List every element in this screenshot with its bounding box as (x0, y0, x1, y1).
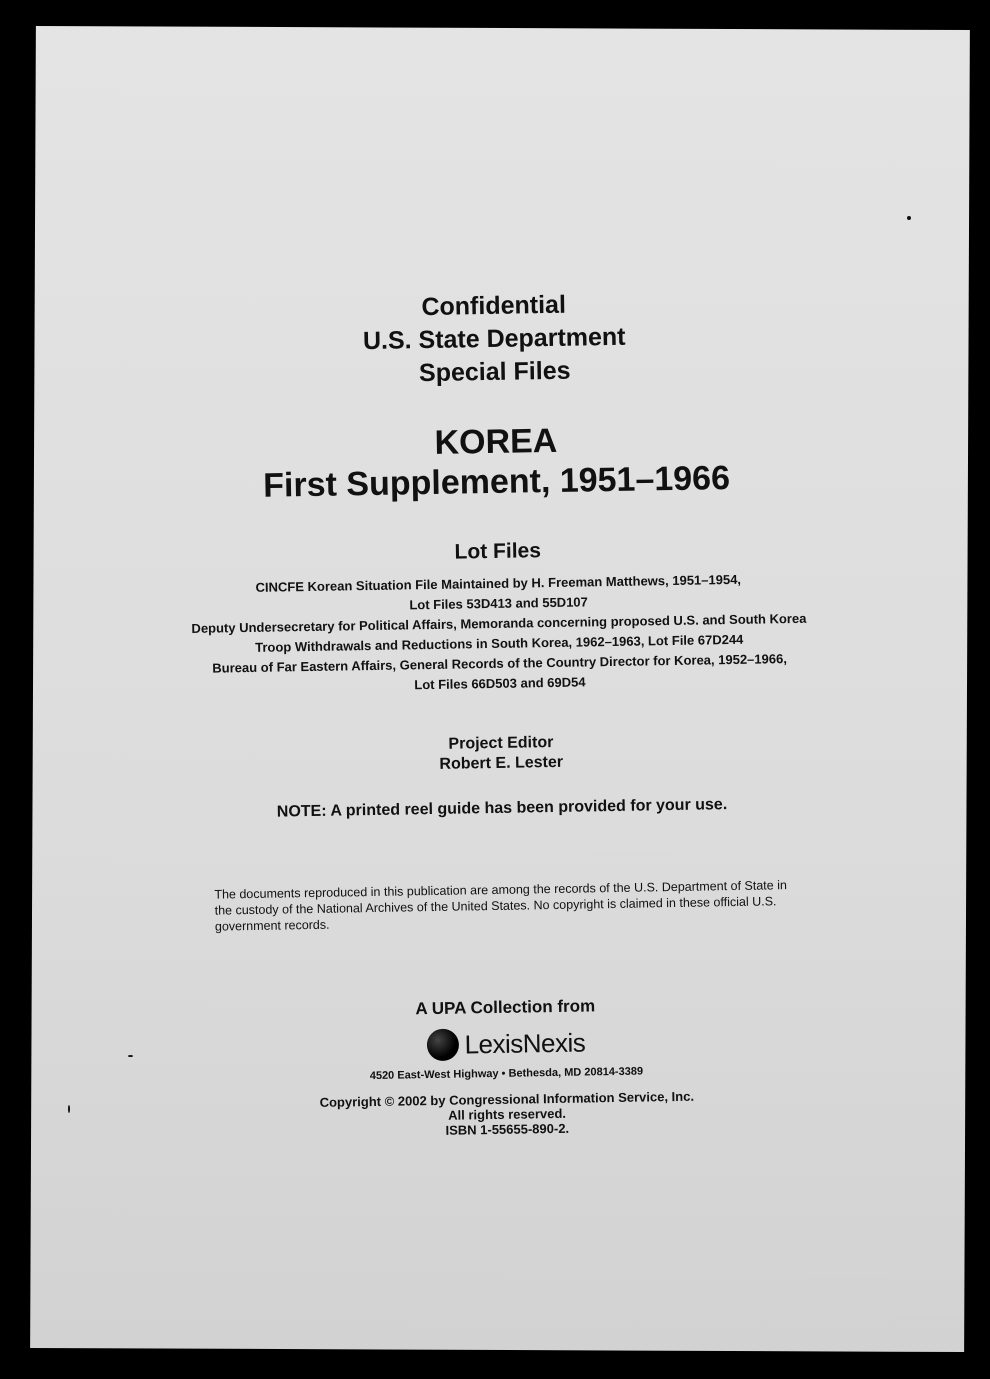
scan-speck (128, 1055, 133, 1057)
series-heading (30, 282, 962, 396)
lot-file-line: Bureau of Far Eastern Affairs, General Records of the Country Director for Korea, 1952–1966, (212, 651, 787, 676)
project-editor (34, 726, 969, 781)
rights-line: All rights reserved. (448, 1105, 567, 1123)
series-line-3: Special Files (418, 356, 571, 388)
lot-file-line: Troop Withdrawals and Reductions in South Korea, 1962–1963, Lot File 67D244 (255, 631, 744, 655)
lot-file-line: CINCFE Korean Situation File Maintained by H. Freeman Matthews, 1951–1954, (255, 571, 742, 595)
editor-name: Robert E. Lester (439, 753, 564, 773)
isbn-line: ISBN 1-55655-890-2. (445, 1120, 570, 1138)
editor-role: Project Editor (448, 733, 554, 753)
lot-file-line: Deputy Undersecretary for Political Affairs, Memoranda concerning proposed U.S. and South Korea (191, 610, 807, 636)
scan-speck (68, 1105, 70, 1113)
copyright-line: Copyright © 2002 by Congressional Information Service, Inc. (319, 1088, 695, 1110)
collection-label: A UPA Collection from (415, 996, 596, 1019)
reel-guide-note: NOTE: A printed reel guide has been provided for your use. (276, 796, 728, 821)
title-line-1: KOREA (434, 421, 558, 462)
copyright-block (40, 1084, 970, 1144)
lot-file-line: Lot Files 53D413 and 55D107 (409, 594, 588, 613)
series-line-1: Confidential (421, 290, 567, 322)
logo-wordmark: LexisNexis (464, 1026, 586, 1059)
title-line-2: First Supplement, 1951–1966 (262, 459, 731, 505)
lot-files-list (31, 566, 967, 701)
publisher-logo (39, 1020, 970, 1067)
publisher-address: 4520 East-West Highway • Bethesda, MD 20814-3389 (369, 1065, 644, 1083)
globe-icon (426, 1029, 459, 1062)
lot-files-heading: Lot Files (454, 539, 542, 564)
document-title (30, 414, 964, 509)
series-line-2: U.S. State Department (362, 322, 626, 356)
lot-file-line: Lot Files 66D503 and 69D54 (414, 674, 586, 693)
scan-speck (907, 216, 911, 220)
copyright-disclaimer: The documents reproduced in this publication are among the records of the U.S. Department of State in the custody of the National Archives of the United States. No copyright is claimed in these official U.S. government records. (214, 878, 787, 934)
document-page (30, 26, 970, 1352)
page-content (30, 26, 970, 1352)
